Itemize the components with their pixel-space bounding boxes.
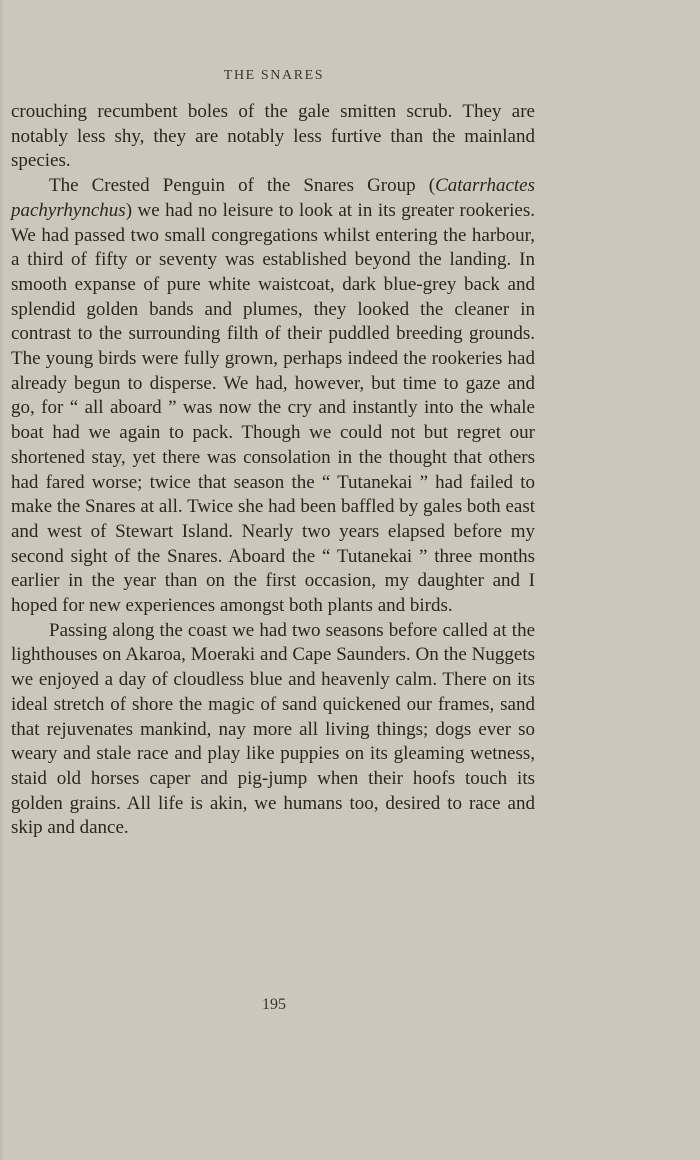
species-name: Catarrhactes pachyrhynchus [11, 175, 535, 221]
running-head: THE SNARES [223, 68, 325, 83]
body-text [11, 100, 535, 841]
page-edge-shadow [0, 0, 4, 1160]
paragraph-1: crouching recumbent boles of the gale smitten scrub. They are notably less shy, they are notably less furtive than the mainland species. [11, 101, 535, 172]
paragraph-2-body: ) we had no leisure to look at in its greater rookeries. We had passed two small congregations whilst entering the harbour, a third of fifty or seventy was established beyond the landing. In smooth expanse of pure white waistcoat, dark blue-grey back and splendid golden bands and plumes, they looked the cleaner in contrast to the surrounding filth of their puddled breeding grounds. The young birds were fully grown, perhaps indeed the rookeries had already begun to disperse. We had, however, but time to gaze and go, for “ all aboard ” was now the cry and instantly into the whale boat had we again to pack. Though we could not but regret our shortened stay, yet there was consolation in the thought that others had fared worse; twice that season the “ Tutanekai ” had failed to make the Snares at all. Twice she had been baffled by gales both east and west of Stewart Island. Nearly two years elapsed before my second sight of the Snares. Aboard the “ Tutanekai ” three months earlier in the year than on the first occasion, my daughter and I hoped for new experiences amongst both plants and birds. [11, 199, 535, 617]
paragraph-3: Passing along the coast we had two seasons before called at the lighthouses on Akaroa, Moeraki and Cape Saunders. On the Nuggets we enjoyed a day of cloudless blue and heavenly calm. There on its ideal stretch of shore the magic of sand quickened our frames, sand that rejuvenates mankind, nay more all living things; dogs ever so weary and stale race and play like puppies on its gleaming wetness, staid old horses caper and pig-jump when their hoofs touch its golden grains. All life is akin, we humans too, desired to race and skip and dance. [11, 619, 535, 839]
paragraph-2 [11, 174, 535, 619]
paragraph-2-lead: The Crested Penguin of the Snares Group ( [49, 175, 436, 197]
page-number: 195 [262, 996, 286, 1013]
